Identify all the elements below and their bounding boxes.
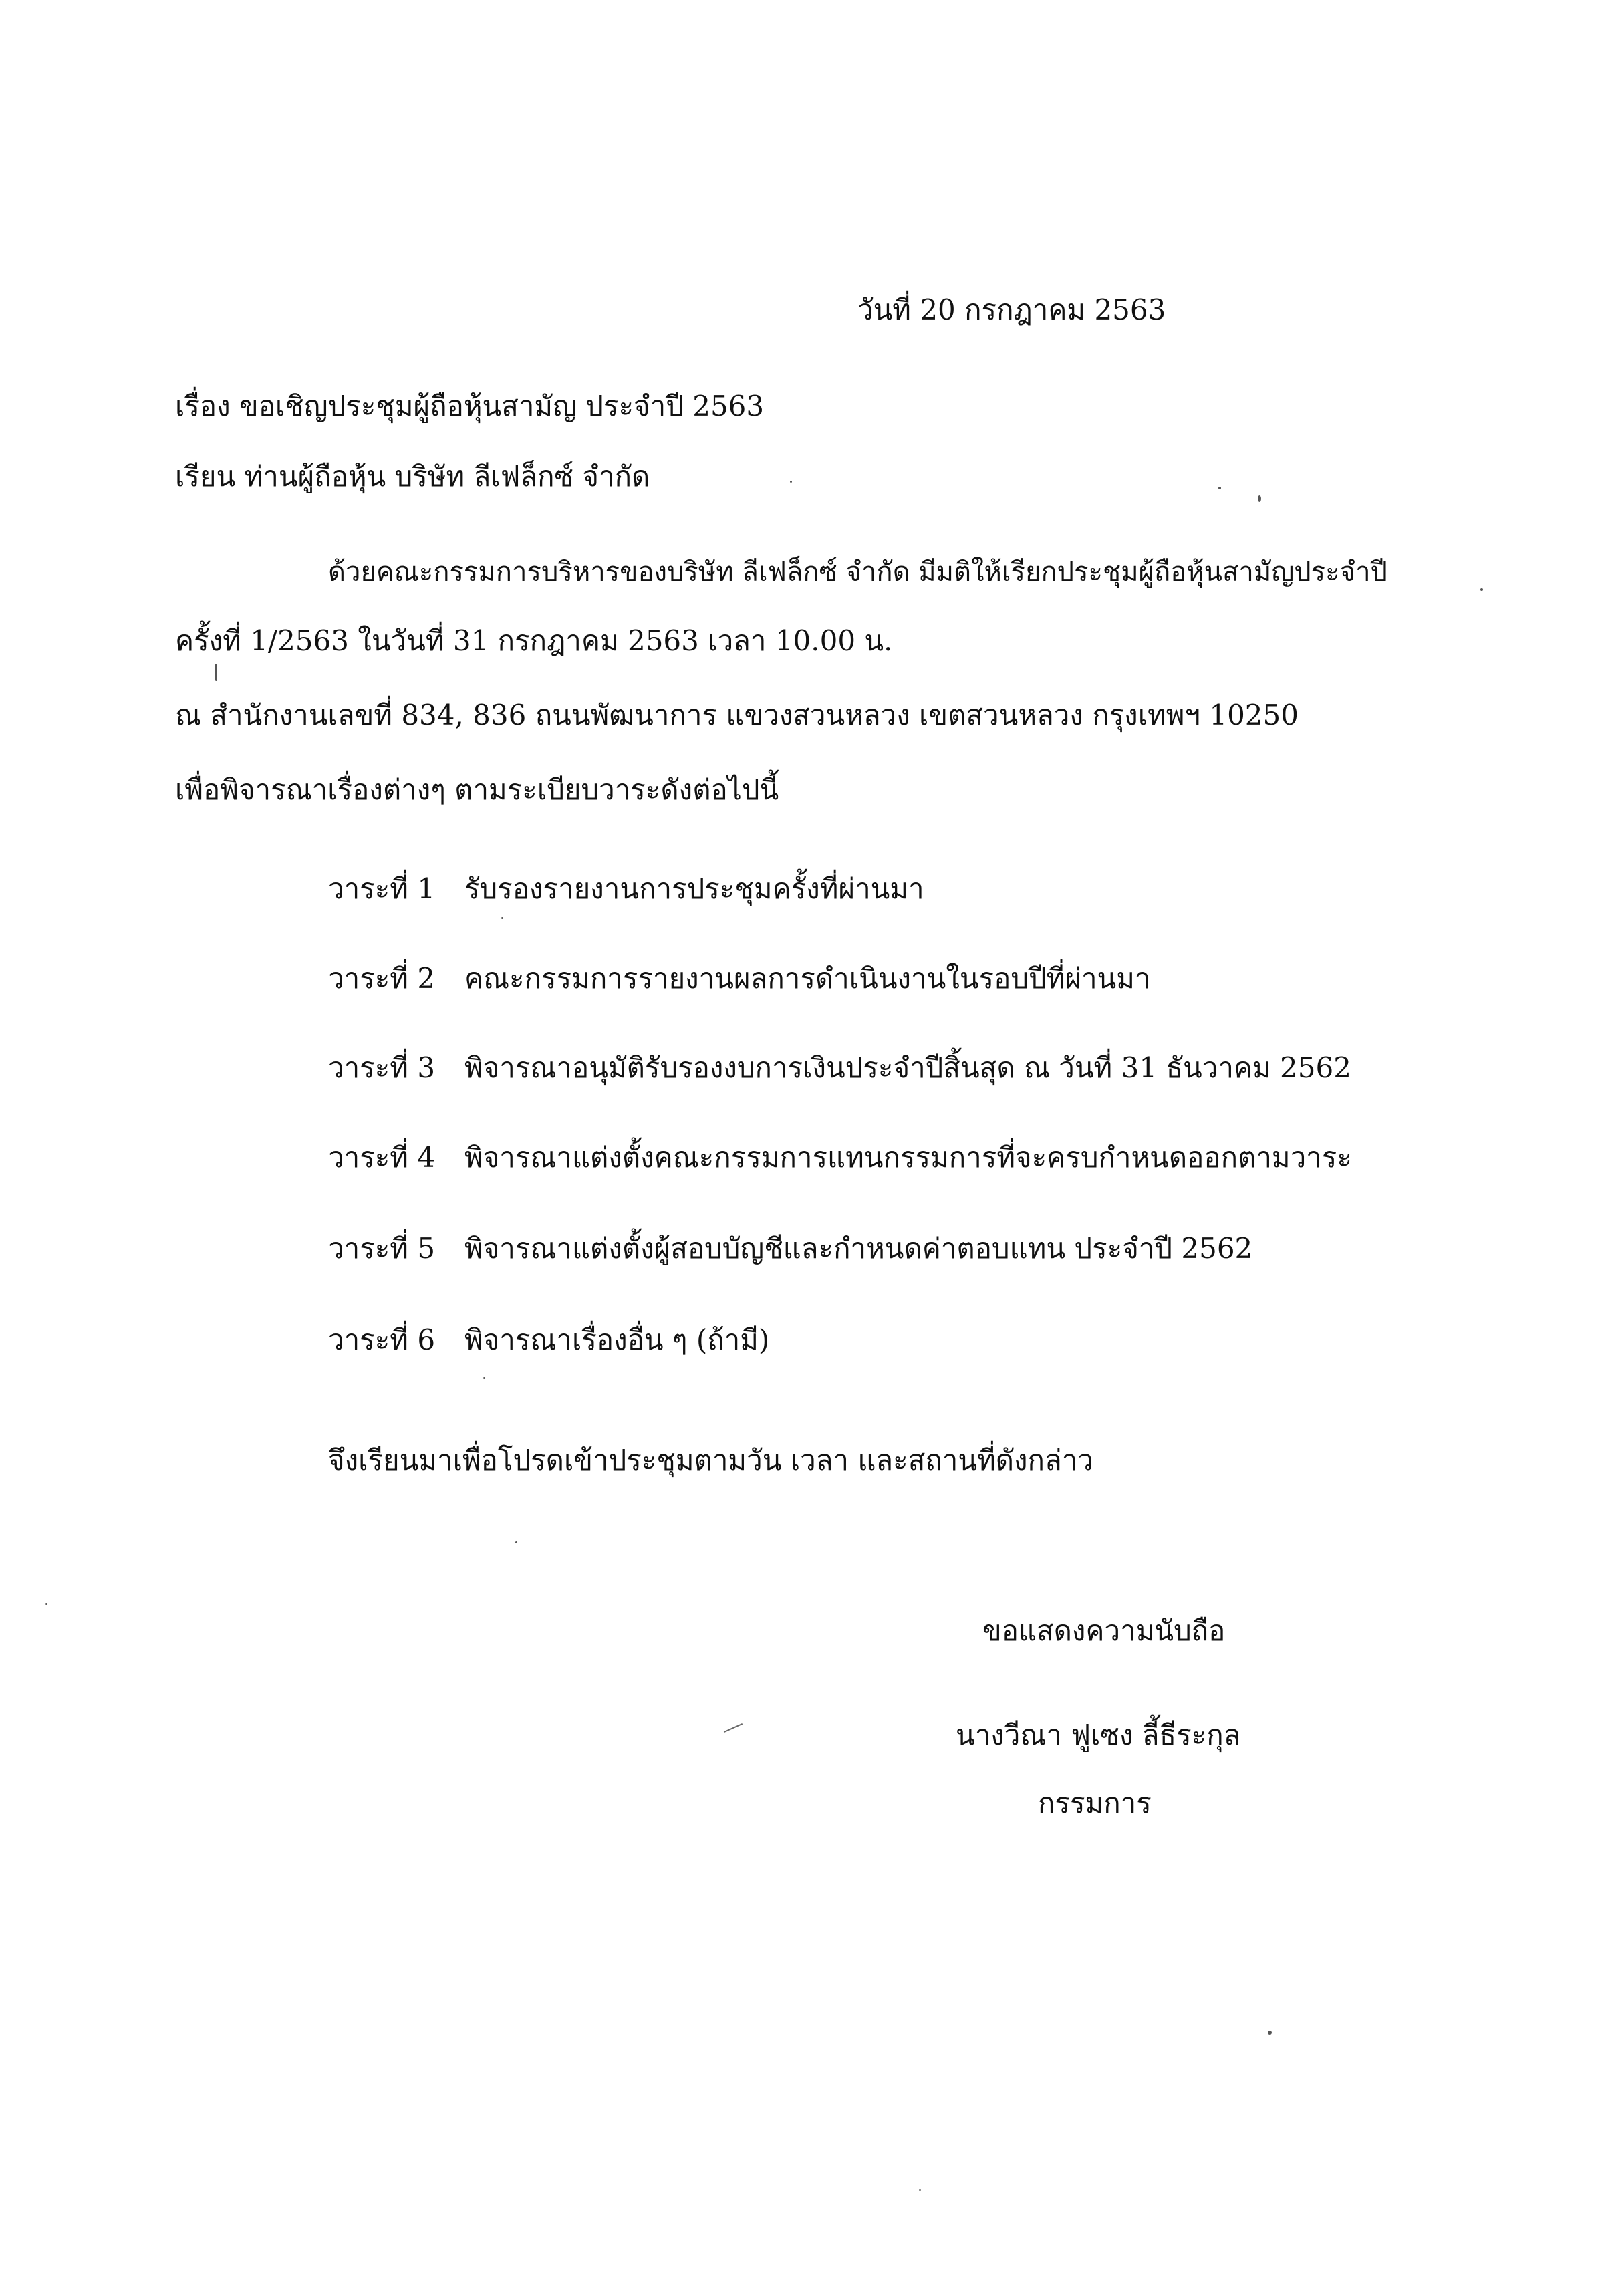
scan-speck	[45, 1603, 47, 1605]
agenda-item-label: วาระที่ 3	[328, 1051, 436, 1084]
agenda-item-label: วาระที่ 4	[328, 1141, 436, 1174]
agenda-item-text: พิจารณาแต่งตั้งผู้สอบบัญชีและกำหนดค่าตอบแทน ประจำปี 2562	[464, 1232, 1253, 1265]
scan-speck	[790, 481, 792, 483]
signer-title: กรรมการ	[1038, 1787, 1152, 1819]
scan-speck	[501, 917, 503, 919]
scan-speck	[1218, 487, 1221, 489]
agenda-item-text: รับรองรายงานการประชุมครั้งที่ผ่านมา	[464, 872, 924, 905]
intro-paragraph-line-2: ครั้งที่ 1/2563 ในวันที่ 31 กรกฎาคม 2563 เวลา 10.00 น.	[175, 624, 893, 657]
agenda-item-text: พิจารณาอนุมัติรับรองงบการเงินประจำปีสิ้นสุด ณ วันที่ 31 ธันวาคม 2562	[464, 1051, 1351, 1084]
scan-speck	[1268, 2031, 1272, 2035]
agenda-item-text: พิจารณาแต่งตั้งคณะกรรมการแทนกรรมการที่จะครบกำหนดออกตามวาระ	[464, 1141, 1352, 1174]
agenda-item-label: วาระที่ 2	[328, 962, 436, 995]
letter-subject: เรื่อง ขอเชิญประชุมผู้ถือหุ้นสามัญ ประจำปี 2563	[175, 390, 765, 422]
scan-speck	[1480, 588, 1483, 591]
agenda-item-label: วาระที่ 5	[328, 1232, 436, 1265]
purpose-line: เพื่อพิจารณาเรื่องต่างๆ ตามระเบียบวาระดังต่อไปนี้	[175, 773, 779, 806]
scan-speck	[1258, 495, 1261, 502]
closing-line: จึงเรียนมาเพื่อโปรดเข้าประชุมตามวัน เวลา และสถานที่ดังกล่าว	[328, 1444, 1093, 1477]
scan-speck	[515, 1541, 517, 1543]
scan-speck	[919, 2189, 921, 2191]
agenda-item-text: พิจารณาเรื่องอื่น ๆ (ถ้ามี)	[464, 1323, 770, 1356]
intro-paragraph-line-1: ด้วยคณะกรรมการบริหารของบริษัท ลีเฟล็กซ์ จำกัด มีมติให้เรียกประชุมผู้ถือหุ้นสามัญประจำปี	[328, 557, 1387, 588]
scan-speck	[215, 664, 217, 681]
signer-name: นางวีณา ฟูเซง ลี้ธีระกุล	[956, 1718, 1241, 1751]
agenda-item-text: คณะกรรมการรายงานผลการดำเนินงานในรอบปีที่ผ่านมา	[464, 962, 1151, 995]
scan-speck	[483, 1377, 485, 1379]
letter-recipient: เรียน ท่านผู้ถือหุ้น บริษัท ลีเฟล็กซ์ จำกัด	[175, 460, 650, 493]
agenda-item-label: วาระที่ 6	[328, 1323, 436, 1356]
letter-date: วันที่ 20 กรกฎาคม 2563	[857, 293, 1166, 326]
agenda-item-label: วาระที่ 1	[328, 872, 436, 905]
venue-line: ณ สำนักงานเลขที่ 834, 836 ถนนพัฒนาการ แขวงสวนหลวง เขตสวนหลวง กรุงเทพฯ 10250	[175, 698, 1299, 731]
scan-stroke-mark	[724, 1723, 743, 1733]
regards-line: ขอแสดงความนับถือ	[982, 1614, 1226, 1647]
